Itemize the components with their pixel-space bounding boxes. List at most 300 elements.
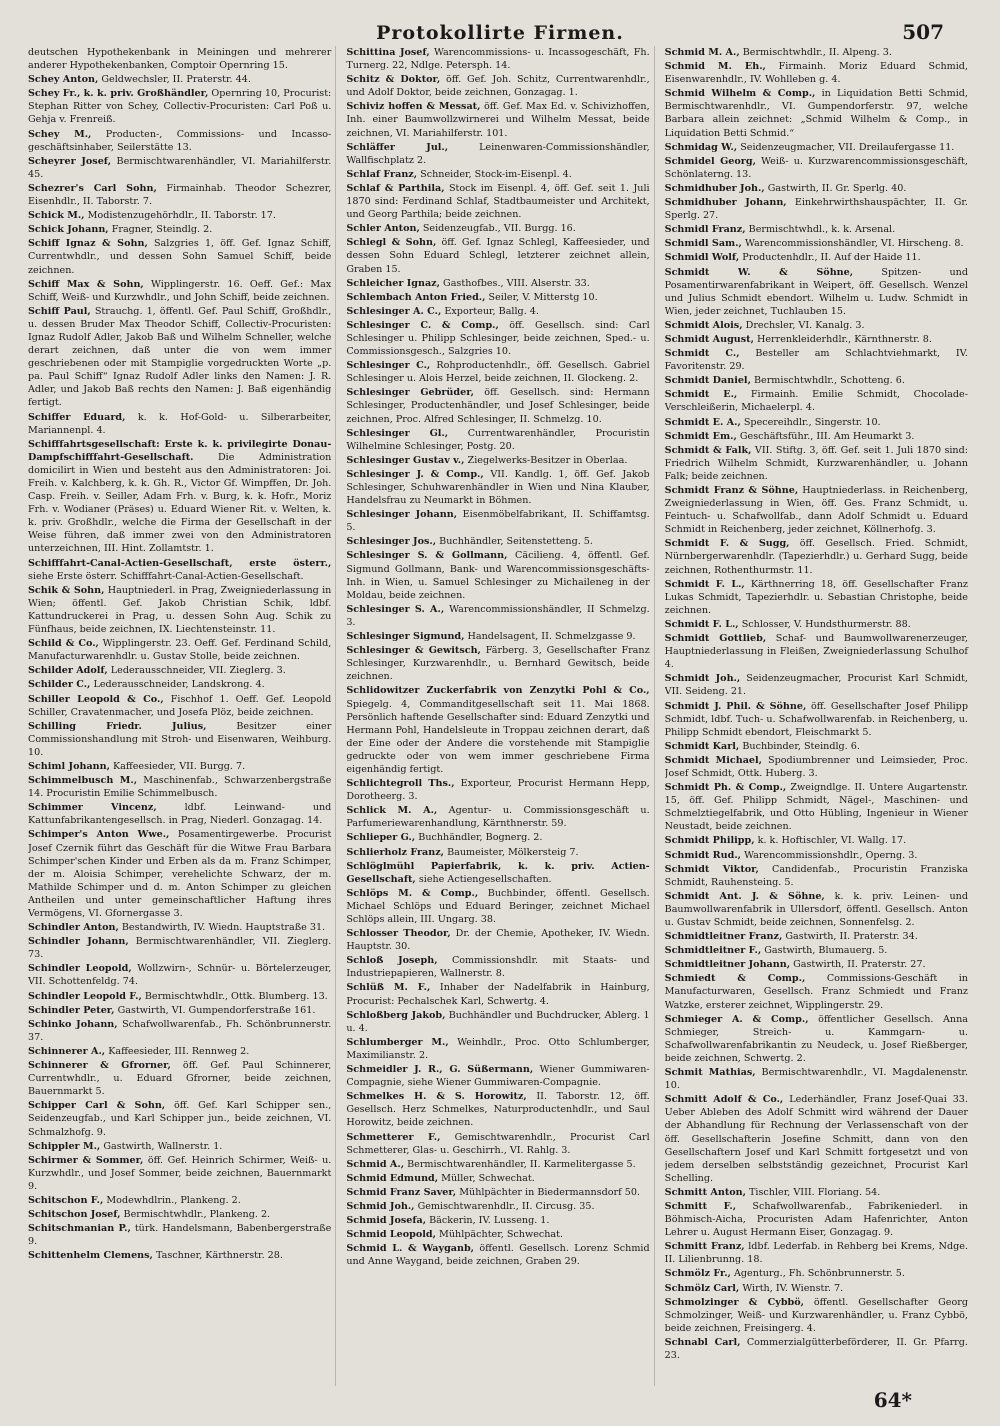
firm-details: Geldwechsler, II. Praterstr. 44.	[101, 74, 251, 86]
firm-details: k. k. priv. Leinen- und Baumwollwarenfabrik in Ullersdorf, öffentl. Gesellsch. Anton u. Gustav Schmidt, beide zeichnen, Sonnenfelsg. 2.	[664, 890, 968, 928]
firm-details: Mühlpächter in Biedermannsdorf 50.	[459, 1186, 640, 1198]
firm-name: Schlesinger S. & Gollmann,	[346, 550, 508, 562]
directory-entry	[665, 223, 968, 236]
firm-details: VII. Stiftg. 3, öff. Gef. seit 1. Juli 1870 sind: Friedrich Wilhelm Schmidt, Kurzwarenhändler, u. Johann Falk; beide zeichnen.	[664, 444, 968, 482]
directory-entry	[346, 305, 649, 318]
directory-entry	[665, 87, 968, 139]
firm-name: Schmidel Georg,	[664, 155, 756, 167]
firm-details: Weiß- u. Kurzwarencommissionsgeschäft, Schönlaterng. 13.	[664, 155, 968, 180]
directory-entry	[346, 1009, 649, 1035]
firm-name: Schmitt F.,	[664, 1200, 737, 1212]
firm-details: Besitzer einer Commissionshandlung mit Stroh- und Eisenwaren, Weihburg. 10.	[28, 720, 332, 758]
directory-entry	[346, 319, 649, 358]
firm-name: Schlaf Franz,	[346, 168, 418, 180]
directory-entry	[28, 664, 331, 677]
firm-details: Hauptniederlass. in Reichenberg, Zweigniederlassung in Wien, öff. Ges. Franz Schmidt, u. Feintuch- u. Schafwollfab., dann Adolf Schmidt u. Eduard Schmidt in Reichenberg, jeder zeichnet, Köllnerhofg. 3.	[664, 485, 968, 536]
directory-entry	[665, 890, 968, 929]
firm-name: Schilder C.,	[28, 679, 91, 691]
firm-name: Schiff Paul,	[28, 305, 91, 317]
firm-details: Bermischtwarenhändler, VII. Zieglerg. 73.	[28, 936, 332, 961]
directory-entry	[346, 887, 649, 926]
firm-details: Kärthnerring 18, öff. Gesellschafter Franz Lukas Schmidt, Tapezierhdlr. u. Sebastian Christophe, beide zeichnen.	[664, 578, 968, 616]
firm-name: Schmid Leopold,	[346, 1229, 436, 1241]
firm-name: Schmidt F. L.,	[664, 618, 739, 630]
firm-name: Schlieper G.,	[346, 832, 416, 844]
firm-details: Schaf- und Baumwollwarenerzeuger, Hauptniederlassung in Fleißen, Zweigniederlassung Schulhof 4.	[664, 633, 968, 671]
firm-name: Schipper Carl & Sohn,	[28, 1100, 166, 1112]
directory-entry	[28, 438, 331, 556]
directory-entry	[346, 535, 649, 548]
directory-entry	[28, 1208, 331, 1221]
directory-entry	[665, 958, 968, 971]
firm-details: Herrenkleiderhdlr., Kärnthnerstr. 8.	[757, 333, 932, 345]
firm-name: Schitschmanian P.,	[28, 1223, 131, 1235]
firm-details: Gastwirth, VI. Gumpendorferstraße 161.	[117, 1004, 316, 1016]
firm-name: Schmidt Karl,	[664, 740, 740, 752]
firm-name: Schnabl Carl,	[664, 1336, 741, 1348]
page-title: Protokollirte Firmen.	[376, 22, 624, 44]
firm-name: Schmid M. Eh.,	[664, 61, 766, 73]
firm-name: Schinnerer A.,	[28, 1045, 106, 1057]
firm-details: öff. Gef. Ignaz Schlegl, Kaffeesieder, und dessen Sohn Eduard Schlegl, letzterer zeichnet allein, Graben 15.	[346, 237, 650, 275]
firm-name: Schlöglmühl Papierfabrik, k. k. priv. Actien-Gesellschaft,	[346, 860, 650, 885]
firm-name: Schimmelbusch M.,	[28, 775, 138, 787]
firm-details: Eisenmöbelfabrikant, II. Schiffamtsg. 5.	[346, 509, 650, 534]
directory-entry	[665, 618, 968, 631]
firm-details: Buchhändler, Seitenstetteng. 5.	[439, 536, 593, 548]
directory-entry	[665, 388, 968, 414]
firm-name: Schindler Leopold F.,	[28, 990, 142, 1002]
firm-details: Bermischtwhdlr., Plankeng. 2.	[123, 1209, 271, 1221]
directory-entry	[346, 860, 649, 886]
firm-name: Schinnerer & Gfrorner,	[28, 1060, 171, 1072]
firm-name: Schitschon Josef,	[28, 1209, 121, 1221]
directory-entry	[28, 1059, 331, 1098]
directory-entry	[28, 1099, 331, 1138]
directory-entry	[28, 223, 331, 236]
firm-name: Schittenhelm Clemens,	[28, 1250, 153, 1262]
firm-name: Schler Anton,	[346, 223, 420, 235]
directory-entry	[28, 1004, 331, 1017]
firm-details: Tischler, VIII. Floriang. 54.	[749, 1186, 881, 1198]
directory-entry	[665, 141, 968, 154]
firm-name: Schmidt Joh.,	[664, 673, 741, 685]
firm-name: Schiviz hoffen & Messat,	[346, 101, 481, 113]
directory-entry	[665, 672, 968, 698]
directory-entry	[346, 1186, 649, 1199]
page-number: 507	[902, 20, 944, 44]
firm-name: Schmolzinger & Cybbö,	[664, 1296, 804, 1308]
firm-name: Schiff Ignaz & Sohn,	[28, 238, 148, 250]
firm-name: Schmitt Adolf & Co.,	[664, 1094, 784, 1106]
directory-entry	[28, 305, 331, 410]
firm-details: Weinhdlr., Proc. Otto Schlumberger, Maximilianstr. 2.	[346, 1036, 650, 1061]
directory-entry	[28, 278, 331, 304]
firm-details: Firmainh. Emilie Schmidt, Chocolade-Verschleißerin, Michaelerpl. 4.	[664, 389, 968, 414]
firm-details: Spodiumbrenner und Leimsieder, Proc. Josef Schmidt, Ottk. Huberg. 3.	[664, 754, 968, 779]
directory-entry	[28, 155, 331, 181]
directory-entry	[346, 454, 649, 467]
directory-entry	[346, 644, 649, 683]
directory-entry	[346, 1242, 649, 1268]
directory-entry	[665, 416, 968, 429]
directory-entry	[346, 222, 649, 235]
firm-details: Schneider, Stock-im-Eisenpl. 4.	[420, 168, 572, 180]
firm-name: Schiller Leopold & Co.,	[28, 693, 164, 705]
column-2	[346, 46, 654, 1386]
directory-entry	[346, 1036, 649, 1062]
firm-name: Schindler Anton,	[28, 922, 119, 934]
directory-entry	[346, 954, 649, 980]
firm-name: Schippler M.,	[28, 1140, 101, 1152]
firm-name: Schmidt & Falk,	[664, 444, 752, 456]
directory-entry	[665, 196, 968, 222]
firm-details: Gemischtwarenhdlr., II. Circusg. 35.	[417, 1200, 595, 1212]
firm-details: Besteller am Schlachtviehmarkt, IV. Favoritenstr. 29.	[664, 348, 968, 373]
firm-name: Schlesinger S. A.,	[346, 603, 445, 615]
directory-entry	[28, 962, 331, 988]
directory-entry	[346, 182, 649, 221]
firm-name: Schlesinger C. & Comp.,	[346, 319, 499, 331]
firm-name: Schläffer Jul.,	[346, 141, 449, 153]
directory-entry	[346, 831, 649, 844]
firm-name: Schmidt F. & Sugg,	[664, 538, 790, 550]
firm-details: Buchhändler, Bognerg. 2.	[418, 832, 543, 844]
directory-entry	[28, 828, 331, 920]
firm-name: Schlesinger Jos.,	[346, 536, 437, 548]
firm-details: Lederausschneider, Landskrong. 4.	[93, 679, 265, 691]
firm-details: Currentwarenhändler, Procuristin Wilhelmine Schlesinger, Postg. 20.	[346, 427, 650, 452]
directory-entry	[346, 291, 649, 304]
firm-details: Ziegelwerks-Besitzer in Oberlaa.	[467, 454, 628, 466]
firm-name: Schmidtleitner F.,	[664, 945, 762, 957]
firm-details: k. k. Hof-Gold- u. Silberarbeiter, Mariannenpl. 4.	[28, 411, 332, 436]
directory-entry	[665, 1200, 968, 1239]
firm-name: Schmidtleitner Johann,	[664, 959, 791, 971]
firm-details: Bermischtwhdlr., Schotteng. 6.	[753, 375, 905, 387]
directory-entry	[346, 846, 649, 859]
firm-details: Bermischtwhdlr., Ottk. Blumberg. 13.	[144, 990, 328, 1002]
firm-details: Zweigndlge. II. Untere Augartenstr. 15, öff. Gef. Philipp Schmidt, Nägel-, Maschinen- und Schmelztiegelfabrik, und Otto Hübling, Ingenieur in Wiener Neustadt, beide zeichnen.	[664, 782, 968, 833]
firm-details: öff. Gesellsch. Fried. Schmidt, Nürnbergerwarenhdlr. (Tapezierhdlr.) u. Gerhard Sugg, beide zeichnen, Rothenthurmstr. 11.	[664, 538, 968, 576]
directory-entry	[665, 347, 968, 373]
firm-details: öffentlicher Gesellsch. Anna Schmieger, Streich- u. Kammgarn- u. Schafwollwarenfabrikantin zu Neudeck, u. Josef Rießberger, beide zeichnen, Schwertg. 2.	[664, 1013, 968, 1064]
firm-details: Rohproductenhdlr., öff. Gesellsch. Gabriel Schlesinger u. Alois Herzel, beide zeichnen, II. Glockeng. 2.	[346, 360, 650, 385]
firm-details: Candidenfab., Procuristin Franziska Schmidt, Rauhensteing. 5.	[664, 863, 968, 888]
firm-details: Gemischtwarenhdlr., Procurist Carl Schmetterer, Glas- u. Geschirrh., VI. Rahlg. 3.	[346, 1131, 650, 1156]
firm-name: Schmidl Sam.,	[664, 238, 742, 250]
firm-name: Schik & Sohn,	[28, 584, 105, 596]
directory-entry	[665, 944, 968, 957]
firm-name: Schmidt E.,	[664, 389, 738, 401]
firm-details: Bermischtwarenhändler, VI. Mariahilferstr. 45.	[28, 155, 332, 180]
column-3	[665, 46, 972, 1386]
firm-details: Schafwollwarenfab., Fh. Schönbrunnerstr. 37.	[28, 1018, 332, 1043]
directory-entry	[28, 637, 331, 663]
firm-name: Schimper's Anton Wwe.,	[28, 829, 170, 841]
firm-name: Schindler Peter,	[28, 1004, 115, 1016]
firm-name: Schirmer & Sommer,	[28, 1154, 144, 1166]
directory-entry	[665, 1336, 968, 1362]
directory-entry	[346, 549, 649, 601]
firm-details: Gastwirth, II. Praterstr. 34.	[785, 931, 918, 943]
firm-name: Schmid Franz Saver,	[346, 1186, 457, 1198]
directory-entry	[28, 1194, 331, 1207]
firm-name: Schey Anton,	[28, 74, 99, 86]
firm-details: Posamentirgewerbe. Procurist Josef Czernik führt das Geschäft für die Witwe Frau Barbara Schimper'schen Kinder und Erben als da m. Franz Schimper, der m. Aloisia Schimper, verehelichte Schwarz, der m. Mathilde Schimper und d. m. Anton Schimper zu gleichen Antheilen und unter gemeinschaftlicher Haftung ihres Vermögens, VI. Gfornergasse 3.	[28, 829, 332, 919]
firm-name: Schlesinger Gl.,	[346, 427, 449, 439]
firm-name: Schlesinger J. & Comp.,	[346, 468, 484, 480]
firm-name: Schittina Josef,	[346, 47, 430, 58]
columns-container	[28, 46, 972, 1386]
firm-details: Bermischtwhdl., k. k. Arsenal.	[748, 224, 896, 236]
directory-entry	[28, 935, 331, 961]
firm-details: Lederhändler, Franz Josef-Quai 33. Ueber Ableben des Adolf Schmitt wird während der Dauer der Abhandlung für Rechnung der Verlassenschaft von der öff. Gesellschafterin Josefine Schmitt, dann von den Gesellschaftern Josef und Karl Schmitt fortgesetzt und von jedem derselben selbstständig gezeichnet, Procurist Karl Schelling.	[664, 1094, 968, 1184]
firm-details: Buchhändler und Buchdrucker, Ablerg. 1 u. 4.	[346, 1009, 650, 1034]
directory-entry	[665, 632, 968, 671]
directory-entry	[28, 774, 331, 800]
firm-name: Schmid Josefa,	[346, 1215, 427, 1227]
firm-name: Schilling Friedr. Julius,	[28, 720, 207, 732]
firm-details: ldbf. Leinwand- und Kattunfabrikantengesellsch. in Prag, Niederl. Gonzagag. 14.	[28, 802, 332, 827]
firm-name: Schloßberg Jakob,	[346, 1009, 446, 1021]
firm-details: Gastwirth, Blumauerg. 5.	[764, 945, 888, 957]
directory-entry	[28, 1018, 331, 1044]
directory-entry	[28, 182, 331, 208]
firm-name: Schmidt W. & Söhne,	[664, 266, 854, 278]
firm-name: Schmidtleitner Franz,	[664, 931, 783, 943]
firm-details: Wipplingerstr. 23. Oeff. Gef. Ferdinand Schild, Manufacturwarenhdlr. u. Gustav Stolle, beide zeichnen.	[28, 638, 332, 663]
firm-name: Schindler Leopold,	[28, 963, 132, 975]
firm-name: Schlichtegroll Ths.,	[346, 778, 455, 790]
directory-entry	[346, 1214, 649, 1227]
firm-details: Cäcilieng. 4, öffentl. Gef. Sigmund Gollmann, Bank- und Warencommissionsgeschäfts-Inh. in Wien, u. Samuel Schlesinger zu Michaileneg in der Moldau, beide zeichnen.	[346, 550, 650, 601]
firm-name: Schmölz Carl,	[664, 1282, 740, 1294]
firm-details: öff. Gef. Max Ed. v. Schivizhoffen, Inh. einer Baumwollzwirnerei und Wilhelm Messat, beide zeichnen, VI. Mariahilferstr. 101.	[346, 101, 650, 139]
firm-details: Stock im Eisenpl. 4, öff. Gef. seit 1. Juli 1870 sind: Ferdinand Schlaf, Stadtbaumeister und Architekt, und Georg Parthila; beide zeichnen.	[346, 182, 650, 221]
firm-name: Schmidhuber Johann,	[664, 197, 787, 209]
firm-details: Producten-, Commissions- und Incasso-geschäftsinhaber, Seilerstätte 13.	[28, 128, 332, 153]
directory-entry	[346, 630, 649, 643]
firm-details: Färberg. 3, Gesellschafter Franz Schlesinger, Kurzwarenhdlr., u. Bernhard Gewitsch, beide zeichnen.	[346, 645, 650, 683]
firm-details: öffentl. Gesellschafter Georg Schmolzinger, Weiß- und Kurzwarenhändler, u. Franz Cybbö, beide zeichnen, Freisingerg. 4.	[664, 1296, 968, 1334]
firm-name: Schlierholz Franz,	[346, 846, 445, 858]
directory-entry	[28, 921, 331, 934]
directory-entry	[346, 1158, 649, 1171]
directory-entry	[28, 128, 331, 154]
firm-details: Gasthofbes., VIII. Alserstr. 33.	[443, 277, 590, 289]
directory-entry	[665, 266, 968, 318]
firm-details: Drechsler, VI. Kanalg. 3.	[745, 319, 865, 331]
directory-entry	[346, 927, 649, 953]
firm-name: Schmitt Anton,	[664, 1186, 746, 1198]
firm-details: Opernring 10, Procurist: Stephan Ritter von Schey, Collectiv-Procuristen: Carl Poß u. Gehja v. Frenreiß.	[28, 88, 332, 126]
firm-details: Taschner, Kärthnerstr. 28.	[155, 1250, 283, 1262]
directory-entry	[28, 720, 331, 759]
directory-entry	[28, 678, 331, 691]
firm-name: Schmidt Gottlieb,	[664, 633, 767, 645]
firm-details: öff. Gesellsch. sind: Carl Schlesinger u. Philipp Schlesinger, beide zeichnen, Sped.- u. Commissionsgesch., Salzgries 10.	[346, 319, 650, 358]
directory-entry	[346, 277, 649, 290]
firm-details: Lederausschneider, VII. Zieglerg. 3.	[110, 665, 286, 677]
firm-details: Mühlpächter, Schwechat.	[439, 1229, 564, 1241]
directory-entry	[346, 46, 649, 72]
directory-entry	[665, 182, 968, 195]
firm-details: Productenhdlr., II. Auf der Haide 11.	[742, 252, 921, 264]
directory-entry	[346, 804, 649, 830]
directory-entry	[665, 700, 968, 739]
directory-entry	[346, 1228, 649, 1241]
directory-entry	[346, 1200, 649, 1213]
column-1	[28, 46, 336, 1386]
firm-details: Wipplingerstr. 16. Oeff. Gef.: Max Schiff, Weiß- und Kurzwhdlr., und John Schiff, beide zeichnen.	[28, 278, 332, 303]
firm-name: Schmetterer F.,	[346, 1131, 441, 1143]
firm-name: Schlöps M. & Comp.,	[346, 887, 479, 899]
firm-details: Fragner, Steindlg. 2.	[111, 224, 213, 236]
firm-name: Schindler Johann,	[28, 936, 129, 948]
directory-entry	[28, 73, 331, 86]
firm-name: Schezrer's Carl Sohn,	[28, 182, 157, 194]
firm-name: Schifffahrt-Canal-Actien-Gesellschaft, erste österr.,	[28, 557, 332, 569]
firm-details: Warencommissionshändler, II Schmelzg. 3.	[346, 603, 650, 628]
firm-details: Buchbinder, öffentl. Gesellsch. Michael Schlöps und Eduard Beringer, zeichnet Michael Schlöps allein, III. Ungarg. 38.	[346, 887, 650, 925]
firm-details: öff. Gef. Karl Schipper sen., Seidenzeugfab., und Karl Schipper jun., beide zeichnen, VI. Schmalzhofg. 9.	[28, 1100, 332, 1138]
firm-details: öff. Gef. Heinrich Schirmer, Weiß- u. Kurzwhdlr., und Josef Sommer, beide zeichnen, Bauernmarkt 9.	[28, 1154, 332, 1192]
directory-entry	[346, 73, 649, 99]
directory-entry	[665, 444, 968, 483]
firm-details: Agenturg., Fh. Schönbrunnerstr. 5.	[733, 1268, 905, 1280]
firm-name: Schlidowitzer Zuckerfabrik von Zenzytki Pohl & Co.,	[346, 685, 650, 697]
firm-details: Wirth, IV. Wienstr. 7.	[742, 1282, 844, 1294]
firm-details: deutschen Hypothekenbank in Meiningen und mehrerer anderer Hypothekenbanken, Comptoir Opernring 15.	[28, 47, 332, 72]
firm-details: öff. Gef. Joh. Schitz, Currentwarenhdlr., und Adolf Doktor, beide zeichnen, Gonzagag. 1.	[346, 74, 650, 99]
firm-details: Modewhdlrin., Plankeng. 2.	[106, 1194, 241, 1206]
directory-entry	[665, 849, 968, 862]
firm-details: öff. Gef. Paul Schinnerer, Currentwhdlr., u. Eduard Gfrorner, beide zeichnen, Bauernmarkt 5.	[28, 1060, 332, 1098]
firm-name: Schmidt Alois,	[664, 319, 743, 331]
firm-details: Fischhof 1. Oeff. Gef. Leopold Schiller, Cravatenmacher, und Josefa Plöz, beide zeichnen.	[28, 693, 332, 718]
firm-name: Schild & Co.,	[28, 638, 99, 650]
directory-entry	[665, 972, 968, 1011]
firm-name: Schmelkes H. & S. Horowitz,	[346, 1091, 527, 1103]
directory-entry	[665, 60, 968, 86]
directory-entry	[665, 484, 968, 536]
directory-entry	[665, 46, 968, 59]
firm-details: Gastwirth, II. Gr. Sperlg. 40.	[767, 182, 907, 194]
firm-details: Seidenzeugfab., VII. Burgg. 16.	[422, 223, 576, 235]
firm-details: Einkehrwirthshauspächter, II. Gr. Sperlg. 27.	[664, 197, 968, 222]
firm-details: siehe Erste österr. Schifffahrt-Canal-Actien-Gesellschaft.	[28, 570, 304, 582]
directory-entry	[665, 251, 968, 264]
firm-name: Schmidag W.,	[664, 141, 738, 153]
directory-entry	[346, 777, 649, 803]
firm-name: Schmidt Rud.,	[664, 849, 742, 861]
firm-name: Schlosser Theodor,	[346, 928, 451, 940]
firm-name: Schlesinger Johann,	[346, 509, 458, 521]
directory-entry	[28, 87, 331, 126]
firm-name: Schmid Edmund,	[346, 1172, 439, 1184]
directory-entry	[28, 557, 331, 583]
firm-details: Commissionshdlr. mit Staats- und Industriepapieren, Wallnerstr. 8.	[346, 955, 650, 980]
firm-name: Schmidt Viktor,	[664, 863, 759, 875]
firm-name: Schmidt Franz & Söhne,	[664, 485, 799, 496]
firm-details: Exporteur, Ballg. 4.	[444, 305, 539, 317]
directory-entry	[28, 237, 331, 276]
firm-details: siehe Actiengesellschaften.	[418, 873, 552, 885]
firm-details: Commissions-Geschäft in Manufacturwaren, Gesellsch. Franz Schmiedt und Franz Watzke, ersterer zeichnet, Wipplingerstr. 29.	[664, 973, 968, 1011]
firm-name: Schmit Mathias,	[664, 1067, 756, 1079]
directory-entry	[28, 801, 331, 827]
firm-details: Müller, Schwechat.	[441, 1172, 535, 1184]
firm-details: türk. Handelsmann, Babenbergerstraße 9.	[28, 1223, 332, 1248]
firm-name: Schimmer Vincenz,	[28, 802, 157, 814]
directory-entry	[28, 1222, 331, 1248]
firm-name: Schlaf & Parthila,	[346, 182, 445, 194]
directory-entry	[665, 863, 968, 889]
directory-entry	[346, 981, 649, 1007]
firm-name: Schmid M. A.,	[664, 47, 740, 58]
firm-name: Schmidl Franz,	[664, 224, 746, 236]
firm-details: VII. Kandlg. 1, öff. Gef. Jakob Schlesinger, Schuhwarenhändler in Wien und Nina Klauber, Handelsfrau zu Neumarkt in Böhmen.	[346, 468, 650, 507]
directory-entry	[28, 760, 331, 773]
firm-name: Schick Johann,	[28, 224, 109, 236]
firm-name: Schmidt Ant. J. & Söhne,	[664, 890, 825, 902]
directory-entry	[665, 333, 968, 346]
firm-name: Schmid A.,	[346, 1158, 405, 1170]
firm-details: Spiegelg. 4, Commanditgesellschaft seit 11. Mai 1868. Persönlich haftende Gesellschafter sind: Eduard Zenzytki und Hermann Pohl, Handelsleute in Troppau zeichnen derart, daß der Eine oder der Andere die vorstehende mit Stampiglie gedruckte oder von wem immer geschriebene Firma eigenhändig fertigt.	[346, 698, 650, 775]
firm-details: Modistenzugehörhdlr., II. Taborstr. 17.	[87, 210, 276, 222]
firm-name: Schlembach Anton Fried.,	[346, 291, 486, 303]
firm-details: Kaffeesieder, VII. Burgg. 7.	[113, 760, 246, 772]
firm-details: Geschäftsführ., III. Am Heumarkt 3.	[739, 430, 915, 442]
directory-entry	[346, 359, 649, 385]
firm-name: Schmidhuber Joh.,	[664, 182, 765, 194]
firm-name: Schmidt Em.,	[664, 430, 737, 442]
firm-details: ldbf. Lederfab. in Rehberg bei Krems, Ndge. II. Lilienbrunng. 18.	[664, 1241, 968, 1266]
firm-name: Schey M.,	[28, 128, 92, 140]
directory-entry	[665, 1296, 968, 1335]
firm-name: Schifffahrtsgesellschaft: Erste k. k. privilegirte Donau-Dampfschifffahrt-Gesellschaft.	[28, 438, 332, 463]
directory-entry	[665, 430, 968, 443]
directory-entry	[346, 468, 649, 507]
firm-name: Schlesinger A. C.,	[346, 305, 442, 317]
firm-name: Schmidt Ph. & Comp.,	[664, 782, 787, 794]
firm-name: Schmieger A. & Comp.,	[664, 1013, 809, 1025]
firm-details: öffentl. Gesellsch. Lorenz Schmid und Anne Waygand, beide zeichnen, Graben 29.	[346, 1243, 650, 1268]
firm-name: Schiml Johann,	[28, 760, 110, 772]
printer-signature: 64*	[873, 1388, 912, 1412]
firm-name: Schmölz Fr.,	[664, 1268, 731, 1280]
directory-entry	[346, 508, 649, 534]
firm-name: Schmidt J. Phil. & Söhne,	[664, 700, 807, 712]
firm-details: II. Taborstr. 12, öff. Gesellsch. Herz Schmelkes, Naturproductenhdlr., und Saul Horowitz, beide zeichnen.	[346, 1091, 650, 1129]
firm-details: Gastwirth, Wallnerstr. 1.	[103, 1140, 223, 1152]
firm-name: Scheyrer Josef,	[28, 155, 112, 167]
firm-details: Warencommissionshdlr., Operng. 3.	[744, 849, 918, 861]
firm-name: Schmid L. & Wayganb,	[346, 1243, 475, 1255]
firm-details: Warencommissions- u. Incassogeschäft, Fh. Turnerg. 22, Ndlge. Petersph. 14.	[346, 47, 650, 72]
firm-name: Schlesinger & Gewitsch,	[346, 645, 481, 657]
firm-details: öff. Gesellschafter Josef Philipp Schmidt, ldbf. Tuch- u. Schafwollwarenfab. in Reichenberg, u. Philipp Schmidt ebendort, Fleischmarkt 5.	[664, 700, 968, 738]
directory-entry	[665, 155, 968, 181]
firm-name: Schick M.,	[28, 210, 85, 222]
firm-name: Schlumberger M.,	[346, 1036, 449, 1048]
directory-entry	[28, 46, 331, 72]
firm-details: Schlosser, V. Hundsthurmerstr. 88.	[741, 618, 911, 630]
directory-entry	[665, 1282, 968, 1295]
directory-entry	[346, 603, 649, 629]
directory-entry	[28, 411, 331, 437]
